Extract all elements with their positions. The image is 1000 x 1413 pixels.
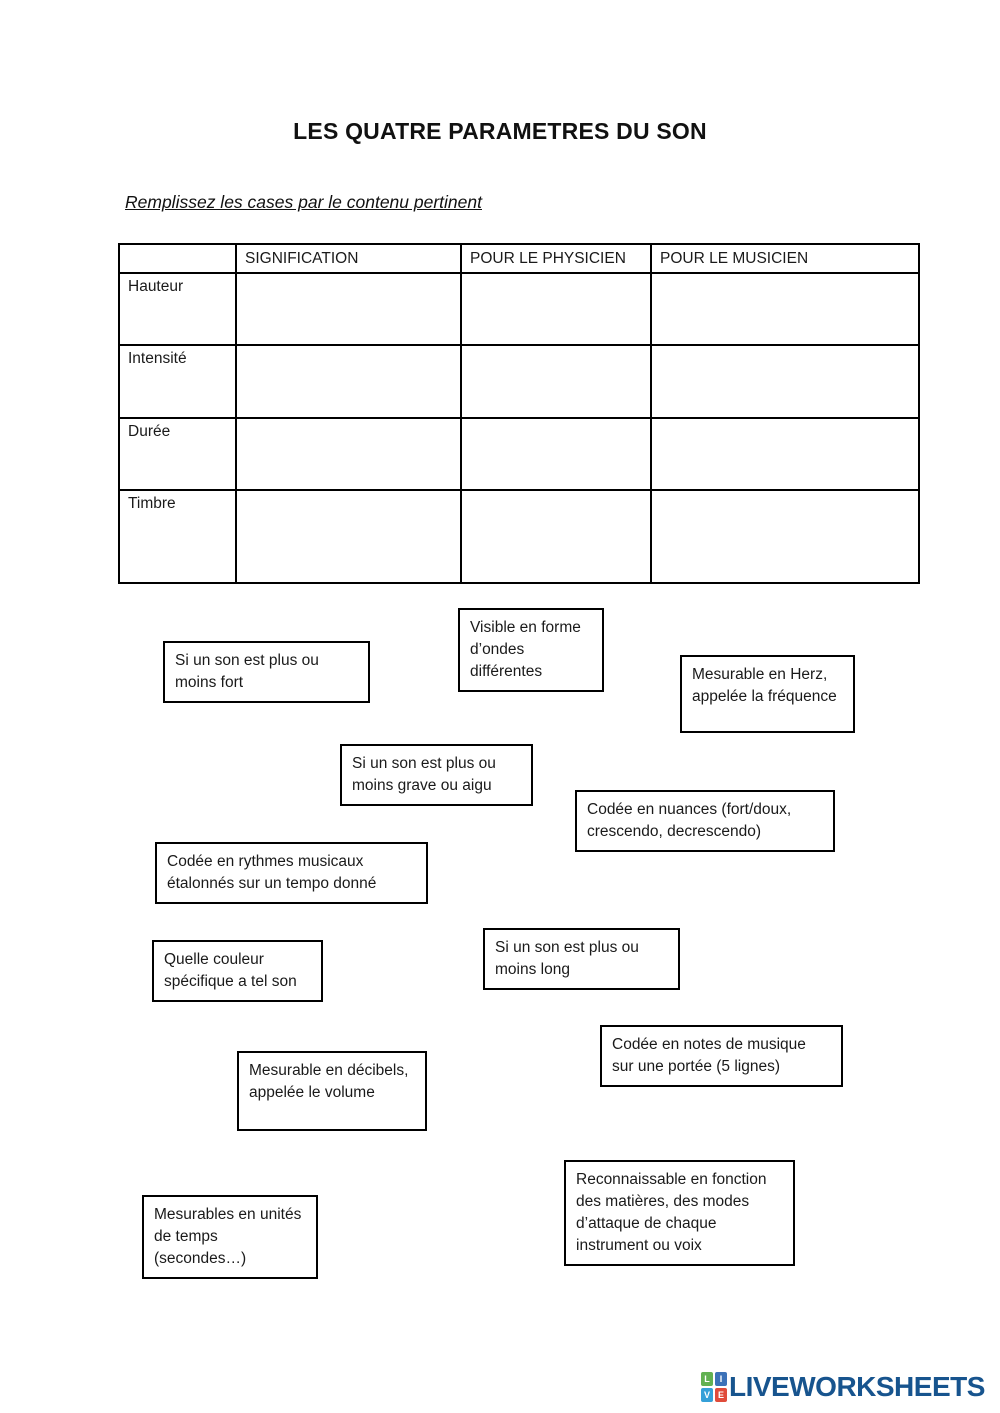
drag-answer-reconnaissable-matieres[interactable]: Reconnaissable en fonction des matières, des modes d’attaque de chaque instrument ou voix xyxy=(564,1160,795,1266)
row-label-duree: Durée xyxy=(119,418,236,490)
drop-cell-timbre-musicien[interactable] xyxy=(651,490,919,583)
liveworksheets-grid-icon: L I V E xyxy=(701,1372,727,1402)
row-label-hauteur: Hauteur xyxy=(119,273,236,345)
drag-answer-plus-ou-moins-long[interactable]: Si un son est plus ou moins long xyxy=(483,928,680,990)
drop-cell-duree-signification[interactable] xyxy=(236,418,461,490)
page-title: LES QUATRE PARAMETRES DU SON xyxy=(293,118,707,144)
drop-cell-duree-physicien[interactable] xyxy=(461,418,651,490)
table-header-row xyxy=(119,244,919,273)
row-label-intensite: Intensité xyxy=(119,345,236,418)
liveworksheets-wordmark: LIVEWORKSHEETS xyxy=(729,1371,985,1402)
row-label-timbre: Timbre xyxy=(119,490,236,583)
drop-cell-intensite-signification[interactable] xyxy=(236,345,461,418)
drop-cell-intensite-physicien[interactable] xyxy=(461,345,651,418)
drag-answer-herz-frequence[interactable]: Mesurable en Herz, appelée la fréquence xyxy=(680,655,855,733)
drop-cell-duree-musicien[interactable] xyxy=(651,418,919,490)
liveworksheets-logo xyxy=(701,1371,985,1403)
drag-answer-rythmes-tempo[interactable]: Codée en rythmes musicaux étalonnés sur un tempo donné xyxy=(155,842,428,904)
table-row xyxy=(119,345,919,418)
table-row xyxy=(119,418,919,490)
drag-answer-decibels-volume[interactable]: Mesurable en décibels, appelée le volume xyxy=(237,1051,427,1131)
drop-cell-timbre-physicien[interactable] xyxy=(461,490,651,583)
parameters-table xyxy=(118,243,920,584)
header-empty xyxy=(119,244,236,273)
drop-cell-hauteur-physicien[interactable] xyxy=(461,273,651,345)
table-row xyxy=(119,273,919,345)
drag-answer-visible-ondes[interactable]: Visible en forme d’ondes différentes xyxy=(458,608,604,692)
header-physicien: POUR LE PHYSICIEN xyxy=(461,244,651,273)
drag-answer-notes-portee[interactable]: Codée en notes de musique sur une portée (5 lignes) xyxy=(600,1025,843,1087)
drag-answer-grave-ou-aigu[interactable]: Si un son est plus ou moins grave ou aigu xyxy=(340,744,533,806)
drag-answer-plus-ou-moins-fort[interactable]: Si un son est plus ou moins fort xyxy=(163,641,370,703)
table-row xyxy=(119,490,919,583)
drop-cell-timbre-signification[interactable] xyxy=(236,490,461,583)
header-signification: SIGNIFICATION xyxy=(236,244,461,273)
drag-answer-nuances[interactable]: Codée en nuances (fort/doux, crescendo, decrescendo) xyxy=(575,790,835,852)
instruction-text: Remplissez les cases par le contenu pertinent xyxy=(125,192,482,212)
drag-answer-unites-de-temps[interactable]: Mesurables en unités de temps (secondes…) xyxy=(142,1195,318,1279)
drop-cell-intensite-musicien[interactable] xyxy=(651,345,919,418)
drop-cell-hauteur-signification[interactable] xyxy=(236,273,461,345)
drop-cell-hauteur-musicien[interactable] xyxy=(651,273,919,345)
header-musicien: POUR LE MUSICIEN xyxy=(651,244,919,273)
drag-answer-couleur-son[interactable]: Quelle couleur spécifique a tel son xyxy=(152,940,323,1002)
